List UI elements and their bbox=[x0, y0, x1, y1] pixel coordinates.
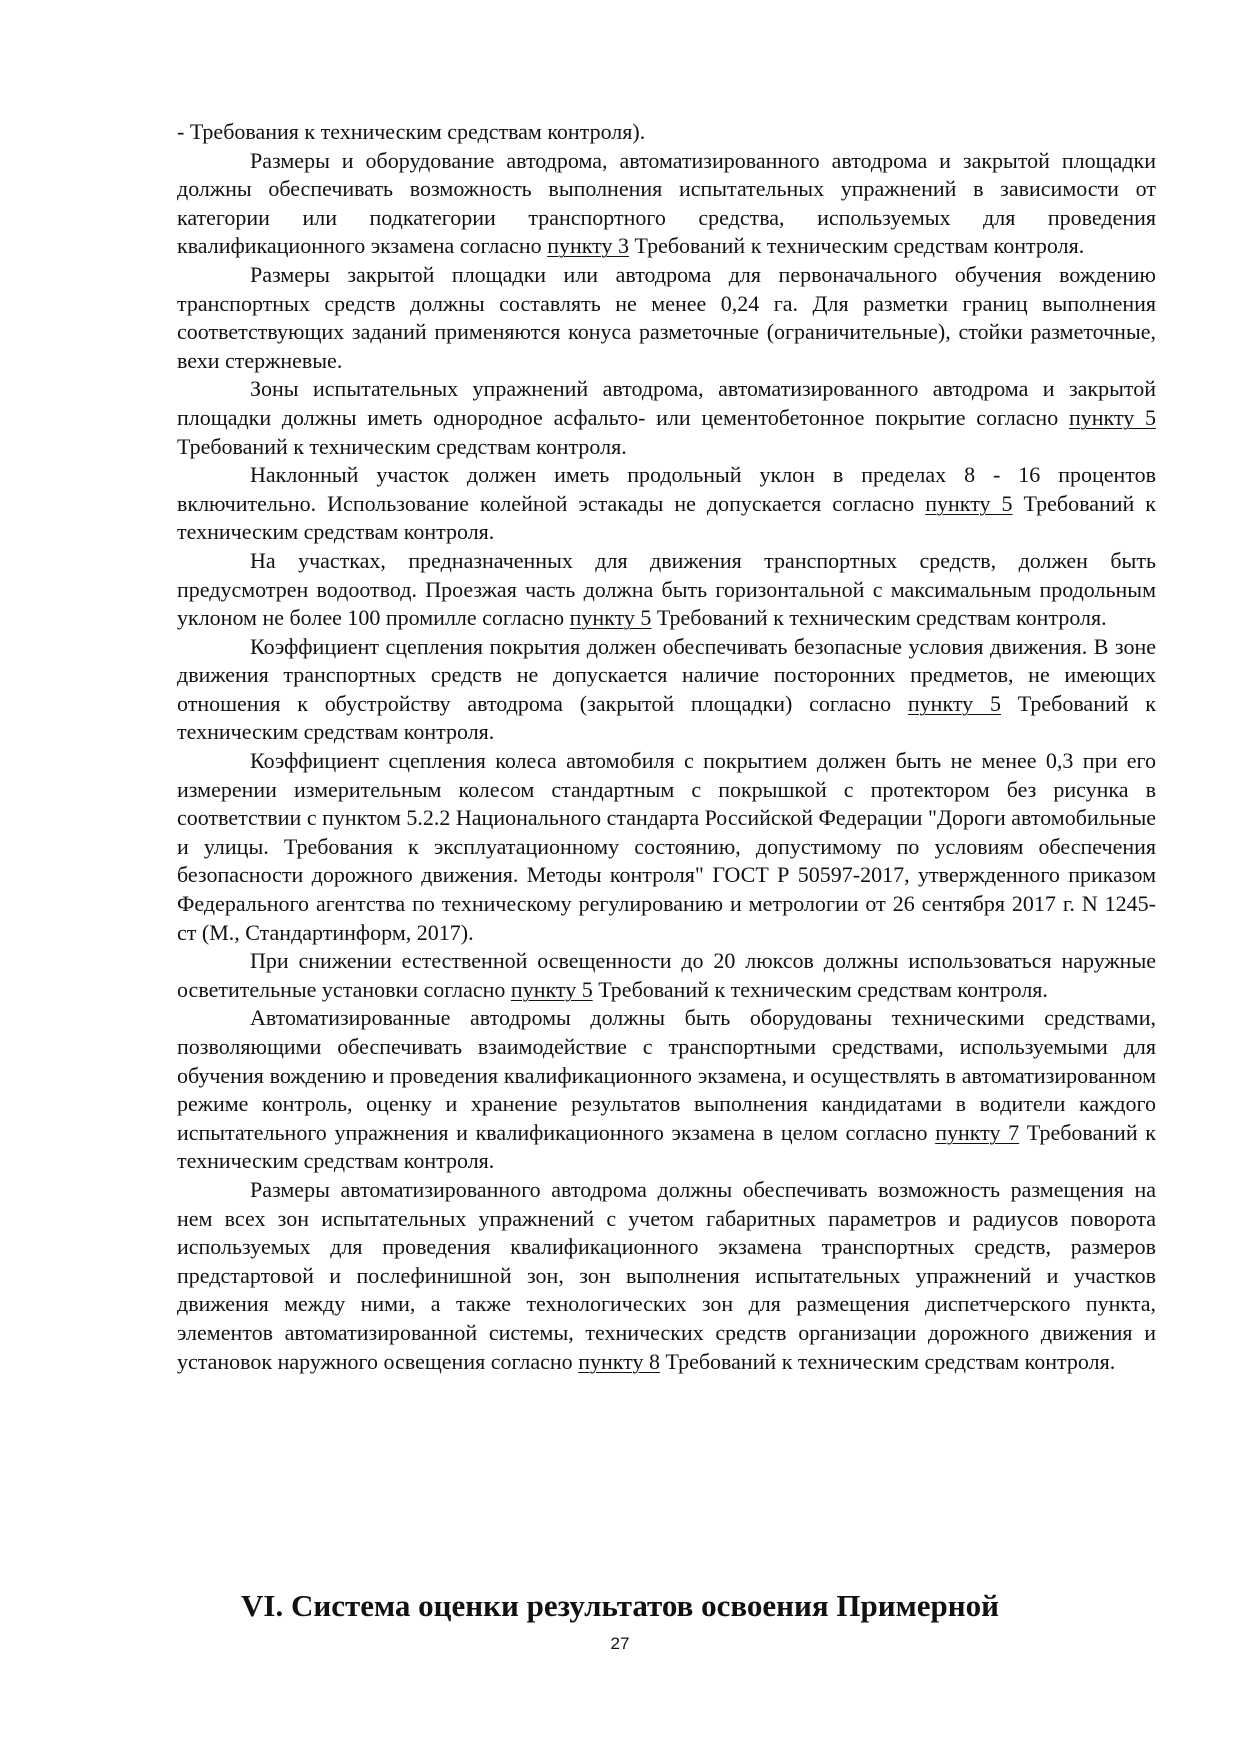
paragraph-text: Коэффициент сцепления колеса автомобиля с покрытием должен быть не менее 0,3 при его измерении измерительным колесом стандартным с покрышкой с протектором без рисунка в соответствии с пунктом 5.2.2 Национального стандарта Российской Федерации "Дороги автомобильные и улицы. Требования к эксплуатационному состоянию, допустимому по условиям обеспечения безопасности дорожного движения. Методы контроля" ГОСТ Р 50597-2017, утвержденного приказом Федерального агентства по техническому регулированию и метрологии от 26 сентября 2017 г. N 1245-ст (М., Стандартинформ, 2017). bbox=[177, 748, 1156, 945]
reference-link[interactable]: пункту 7 bbox=[935, 1119, 1020, 1145]
reference-link[interactable]: пункту 5 bbox=[569, 605, 652, 631]
paragraph-text: - Требования к техническим средствам контроля). bbox=[177, 119, 646, 144]
reference-link[interactable]: пункту 5 bbox=[1068, 404, 1156, 430]
paragraph-text: Коэффициент сцепления покрытия должен обеспечивать безопасные условия движения. В зоне движения транспортных средств не допускается наличие посторонних предметов, не имеющих отношения к обустройству автодрома (закрытой площадки) согласно bbox=[177, 633, 1156, 716]
paragraph bbox=[177, 261, 1156, 375]
reference-link[interactable]: пункту 3 bbox=[547, 233, 629, 259]
page-number: 27 bbox=[610, 1634, 630, 1653]
reference-link[interactable]: пункту 5 bbox=[907, 690, 1001, 716]
paragraph-text: Требований к техническим средствам контроля. bbox=[592, 976, 1048, 1002]
paragraph-text: Размеры закрытой площадки или автодрома для первоначального обучения вождению транспортных средств должны составлять не менее 0,24 га. Для разметки границ выполнения соответствующих заданий применяются конуса разметочные (ограничительные), стойки разметочные, вехи стержневые. bbox=[177, 261, 1156, 373]
paragraph-text: Требований к техническим средствам контроля. bbox=[659, 1348, 1116, 1374]
reference-link[interactable]: пункту 8 bbox=[578, 1348, 660, 1374]
paragraph-text: Требований к техническим средствам контроля. bbox=[177, 1119, 1156, 1174]
paragraph-text: Зоны испытательных упражнений автодрома, автоматизированного автодрома и закрытой площадки должны иметь однородное асфальто- или цементобетонное покрытие согласно bbox=[177, 376, 1156, 430]
paragraph bbox=[177, 1176, 1156, 1376]
paragraph-text: Автоматизированные автодромы должны быть оборудованы техническими средствами, позволяющими обеспечивать взаимодействие с транспортными средствами, используемыми для обучения вождению и проведения квалификационного экзамена, и осуществлять в автоматизированном режиме контроль, оценку и хранение результатов выполнения кандидатами в водители каждого испытательного упражнения и квалификационного экзамена в целом согласно bbox=[177, 1005, 1156, 1145]
paragraph bbox=[177, 118, 1156, 147]
paragraph bbox=[177, 547, 1156, 633]
document-body bbox=[177, 118, 1156, 1376]
paragraph-text: Размеры автоматизированного автодрома должны обеспечивать возможность размещения на нем всех зон испытательных упражнений с учетом габаритных параметров и радиусов поворота используемых для проведения квалификационного экзамена транспортных средств, размеров предстартовой и послефинишной зон, зон выполнения испытательных упражнений и участков движения между ними, а также технологических зон для размещения диспетчерского пункта, элементов автоматизированной системы, технических средств организации дорожного движения и установок наружного освещения согласно bbox=[177, 1176, 1156, 1374]
paragraph-text: Требований к техническим средствам контроля. bbox=[177, 433, 627, 459]
paragraph-text: Требований к техническим средствам контроля. bbox=[628, 233, 1085, 259]
paragraph bbox=[177, 461, 1156, 547]
paragraph-text: Требований к техническим средствам контроля. bbox=[651, 605, 1107, 631]
paragraph bbox=[177, 147, 1156, 261]
paragraph bbox=[177, 747, 1156, 947]
paragraph-text: Наклонный участок должен иметь продольный уклон в пределах 8 - 16 процентов включительно. Использование колейной эстакады не допускается согласно bbox=[177, 462, 1156, 516]
paragraph-text: При снижении естественной освещенности до 20 люксов должны использоваться наружные осветительные установки согласно bbox=[177, 948, 1156, 1002]
paragraph bbox=[177, 633, 1156, 747]
paragraph bbox=[177, 375, 1156, 461]
paragraph-text: На участках, предназначенных для движения транспортных средств, должен быть предусмотрен водоотвод. Проезжая часть должна быть горизонтальной с максимальным продольным уклоном не более 100 промилле согласно bbox=[177, 547, 1156, 631]
reference-link[interactable]: пункту 5 bbox=[925, 490, 1013, 516]
paragraph bbox=[177, 947, 1156, 1004]
reference-link[interactable]: пункту 5 bbox=[510, 976, 593, 1002]
paragraph-text: Требований к техническим средствам контроля. bbox=[177, 490, 1156, 545]
paragraph-text: Размеры и оборудование автодрома, автоматизированного автодрома и закрытой площадки должны обеспечивать возможность выполнения испытательных упражнений в зависимости от категории или подкатегории транспортного средства, используемых для проведения квалификационного экзамена согласно bbox=[177, 147, 1156, 259]
paragraph-text: Требований к техническим средствам контроля. bbox=[177, 690, 1156, 745]
section-heading: VI. Система оценки результатов освоения Примерной bbox=[241, 1588, 999, 1623]
paragraph bbox=[177, 1004, 1156, 1176]
